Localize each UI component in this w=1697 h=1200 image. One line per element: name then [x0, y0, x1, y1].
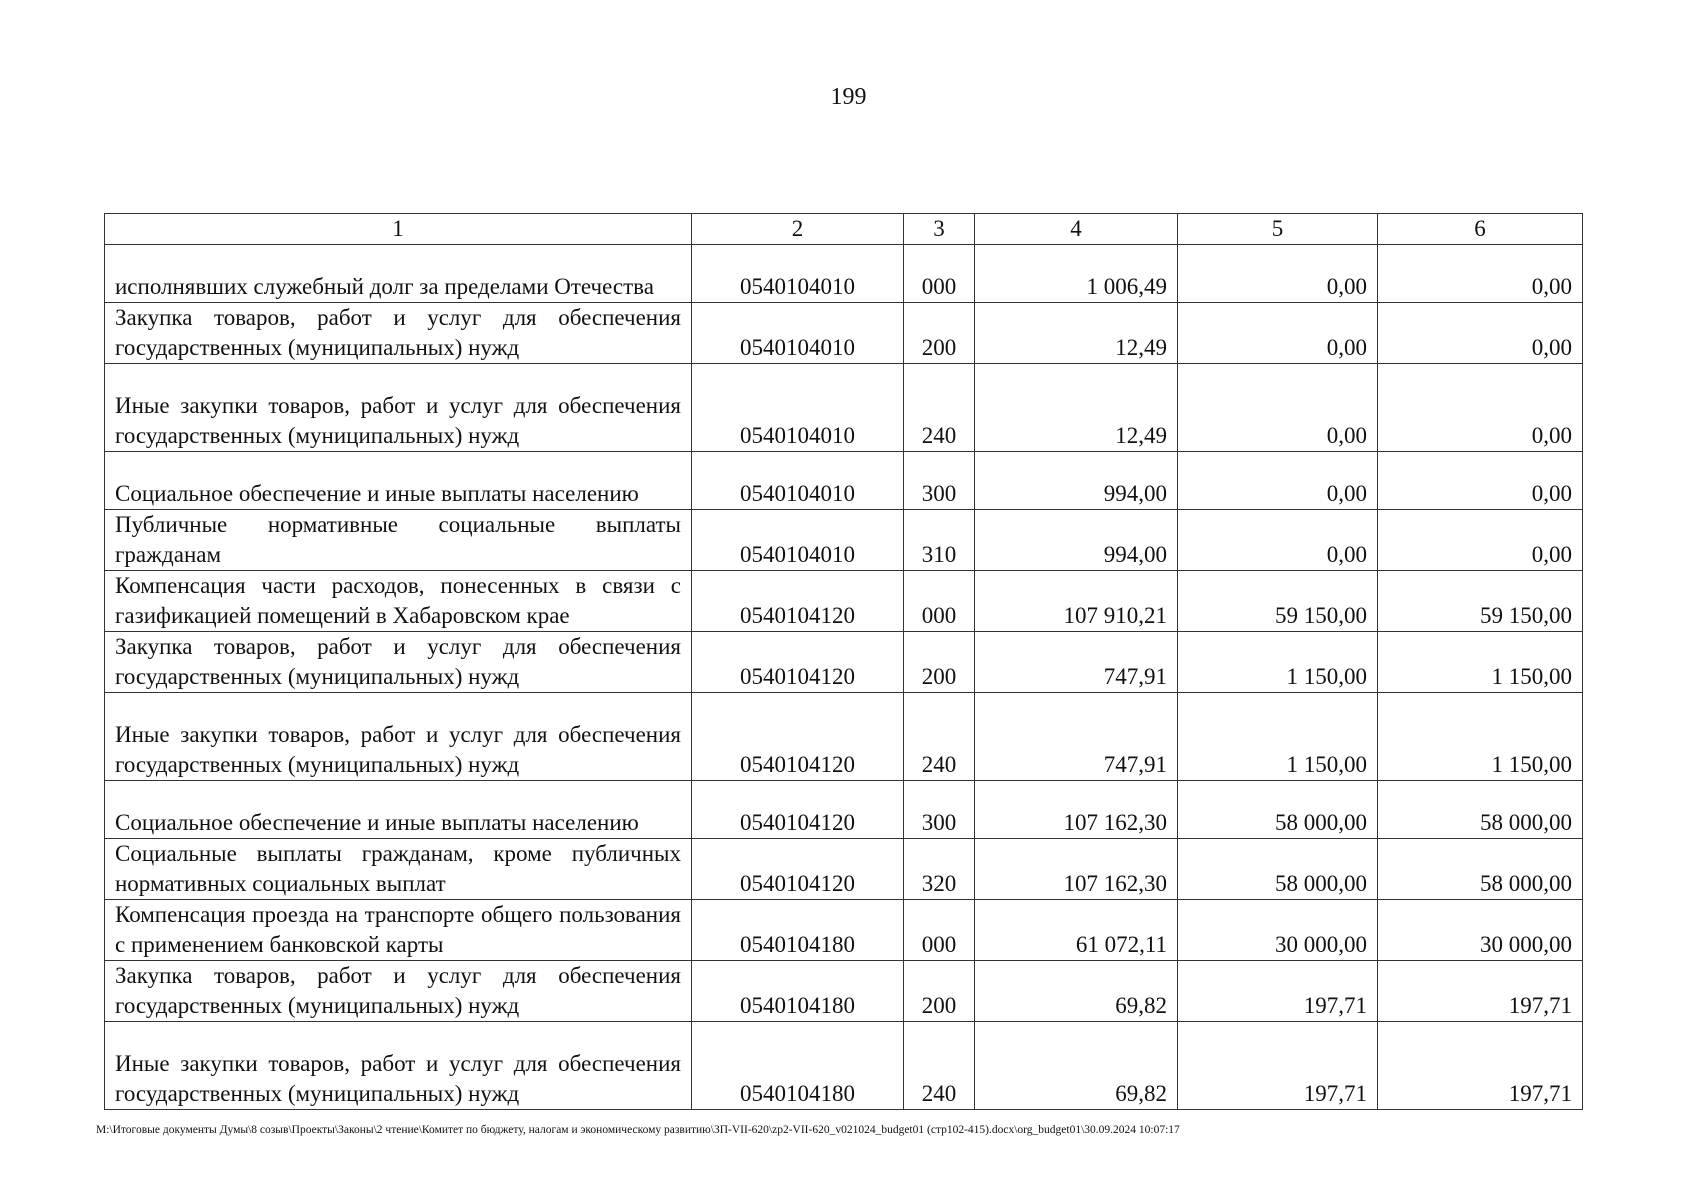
row-value-col6-cell: 1 150,00	[1378, 693, 1583, 781]
header-cell-2: 2	[692, 214, 904, 245]
header-cell-5: 5	[1178, 214, 1378, 245]
row-code-cell: 0540104120	[692, 571, 904, 632]
row-value-col5-cell: 197,71	[1178, 1022, 1378, 1110]
row-value-col5-cell: 0,00	[1178, 452, 1378, 510]
row-expense-type-cell: 300	[904, 781, 975, 839]
row-value-col5-cell: 1 150,00	[1178, 632, 1378, 693]
row-code-cell: 0540104180	[692, 1022, 904, 1110]
row-expense-type-cell: 000	[904, 245, 975, 303]
row-value-col5-cell: 1 150,00	[1178, 693, 1378, 781]
row-name-cell: Публичные нормативные социальные выплаты гражданам	[105, 510, 692, 571]
table-row	[105, 452, 1583, 510]
file-path-footer: М:\Итоговые документы Думы\8 созыв\Проекты\Законы\2 чтение\Комитет по бюджету, налогам и экономическому развитию\ЗП-VII-620\zp2-VII-620_v021024_budget01 (стр102-415).docx\org_budget01\30.09.2024 10:07:17	[96, 1124, 1180, 1136]
row-value-col6-cell: 0,00	[1378, 364, 1583, 452]
table-row	[105, 961, 1583, 1022]
row-expense-type-cell: 310	[904, 510, 975, 571]
row-expense-type-cell: 000	[904, 900, 975, 961]
row-expense-type-cell: 320	[904, 839, 975, 900]
row-value-col4-cell: 107 162,30	[975, 781, 1178, 839]
header-cell-4: 4	[975, 214, 1178, 245]
row-code-cell: 0540104010	[692, 303, 904, 364]
row-code-cell: 0540104120	[692, 781, 904, 839]
row-name-cell: Закупка товаров, работ и услуг для обеспечения государственных (муниципальных) нужд	[105, 961, 692, 1022]
row-value-col6-cell: 0,00	[1378, 245, 1583, 303]
row-code-cell: 0540104010	[692, 245, 904, 303]
row-name-cell: Закупка товаров, работ и услуг для обеспечения государственных (муниципальных) нужд	[105, 303, 692, 364]
row-name-cell: Социальное обеспечение и иные выплаты населению	[105, 781, 692, 839]
row-code-cell: 0540104180	[692, 900, 904, 961]
row-expense-type-cell: 240	[904, 693, 975, 781]
row-expense-type-cell: 000	[904, 571, 975, 632]
row-value-col4-cell: 69,82	[975, 1022, 1178, 1110]
row-value-col5-cell: 0,00	[1178, 364, 1378, 452]
table-row	[105, 900, 1583, 961]
row-value-col6-cell: 58 000,00	[1378, 839, 1583, 900]
header-cell-3: 3	[904, 214, 975, 245]
row-expense-type-cell: 240	[904, 1022, 975, 1110]
header-cell-6: 6	[1378, 214, 1583, 245]
header-row	[105, 214, 1583, 245]
header-cell-1: 1	[105, 214, 692, 245]
row-value-col6-cell: 58 000,00	[1378, 781, 1583, 839]
row-name-cell: исполнявших служебный долг за пределами Отечества	[105, 245, 692, 303]
row-code-cell: 0540104180	[692, 961, 904, 1022]
table-row	[105, 693, 1583, 781]
row-code-cell: 0540104120	[692, 839, 904, 900]
table-row	[105, 303, 1583, 364]
row-value-col6-cell: 0,00	[1378, 303, 1583, 364]
row-code-cell: 0540104010	[692, 364, 904, 452]
page-number: 199	[830, 84, 867, 110]
table-row	[105, 245, 1583, 303]
row-value-col4-cell: 994,00	[975, 510, 1178, 571]
row-value-col4-cell: 747,91	[975, 693, 1178, 781]
row-value-col5-cell: 59 150,00	[1178, 571, 1378, 632]
row-value-col4-cell: 107 162,30	[975, 839, 1178, 900]
row-value-col5-cell: 30 000,00	[1178, 900, 1378, 961]
row-value-col5-cell: 58 000,00	[1178, 781, 1378, 839]
row-value-col4-cell: 61 072,11	[975, 900, 1178, 961]
row-value-col6-cell: 1 150,00	[1378, 632, 1583, 693]
table-row	[105, 632, 1583, 693]
row-code-cell: 0540104120	[692, 693, 904, 781]
table-row	[105, 781, 1583, 839]
row-code-cell: 0540104010	[692, 452, 904, 510]
row-code-cell: 0540104010	[692, 510, 904, 571]
table-row	[105, 510, 1583, 571]
budget-table	[104, 213, 1583, 1110]
row-value-col5-cell: 0,00	[1178, 303, 1378, 364]
row-name-cell: Социальное обеспечение и иные выплаты населению	[105, 452, 692, 510]
row-expense-type-cell: 200	[904, 303, 975, 364]
row-name-cell: Иные закупки товаров, работ и услуг для обеспечения государственных (муниципальных) нужд	[105, 1022, 692, 1110]
table-row	[105, 1022, 1583, 1110]
row-value-col4-cell: 12,49	[975, 303, 1178, 364]
row-expense-type-cell: 240	[904, 364, 975, 452]
row-expense-type-cell: 300	[904, 452, 975, 510]
row-name-cell: Иные закупки товаров, работ и услуг для обеспечения государственных (муниципальных) нужд	[105, 364, 692, 452]
row-value-col6-cell: 197,71	[1378, 1022, 1583, 1110]
row-value-col5-cell: 0,00	[1178, 245, 1378, 303]
row-name-cell: Закупка товаров, работ и услуг для обеспечения государственных (муниципальных) нужд	[105, 632, 692, 693]
row-value-col6-cell: 0,00	[1378, 452, 1583, 510]
row-value-col5-cell: 0,00	[1178, 510, 1378, 571]
row-value-col4-cell: 69,82	[975, 961, 1178, 1022]
row-name-cell: Компенсация части расходов, понесенных в связи с газификацией помещений в Хабаровском крае	[105, 571, 692, 632]
row-value-col4-cell: 107 910,21	[975, 571, 1178, 632]
row-code-cell: 0540104120	[692, 632, 904, 693]
row-value-col4-cell: 12,49	[975, 364, 1178, 452]
row-expense-type-cell: 200	[904, 632, 975, 693]
row-value-col4-cell: 747,91	[975, 632, 1178, 693]
row-name-cell: Компенсация проезда на транспорте общего пользования с применением банковской карты	[105, 900, 692, 961]
row-value-col5-cell: 58 000,00	[1178, 839, 1378, 900]
row-value-col4-cell: 994,00	[975, 452, 1178, 510]
row-value-col6-cell: 59 150,00	[1378, 571, 1583, 632]
row-value-col6-cell: 0,00	[1378, 510, 1583, 571]
row-value-col5-cell: 197,71	[1178, 961, 1378, 1022]
row-value-col6-cell: 30 000,00	[1378, 900, 1583, 961]
table-row	[105, 364, 1583, 452]
row-name-cell: Социальные выплаты гражданам, кроме публичных нормативных социальных выплат	[105, 839, 692, 900]
table-row	[105, 571, 1583, 632]
row-expense-type-cell: 200	[904, 961, 975, 1022]
table-row	[105, 839, 1583, 900]
row-value-col4-cell: 1 006,49	[975, 245, 1178, 303]
row-name-cell: Иные закупки товаров, работ и услуг для обеспечения государственных (муниципальных) нужд	[105, 693, 692, 781]
row-value-col6-cell: 197,71	[1378, 961, 1583, 1022]
